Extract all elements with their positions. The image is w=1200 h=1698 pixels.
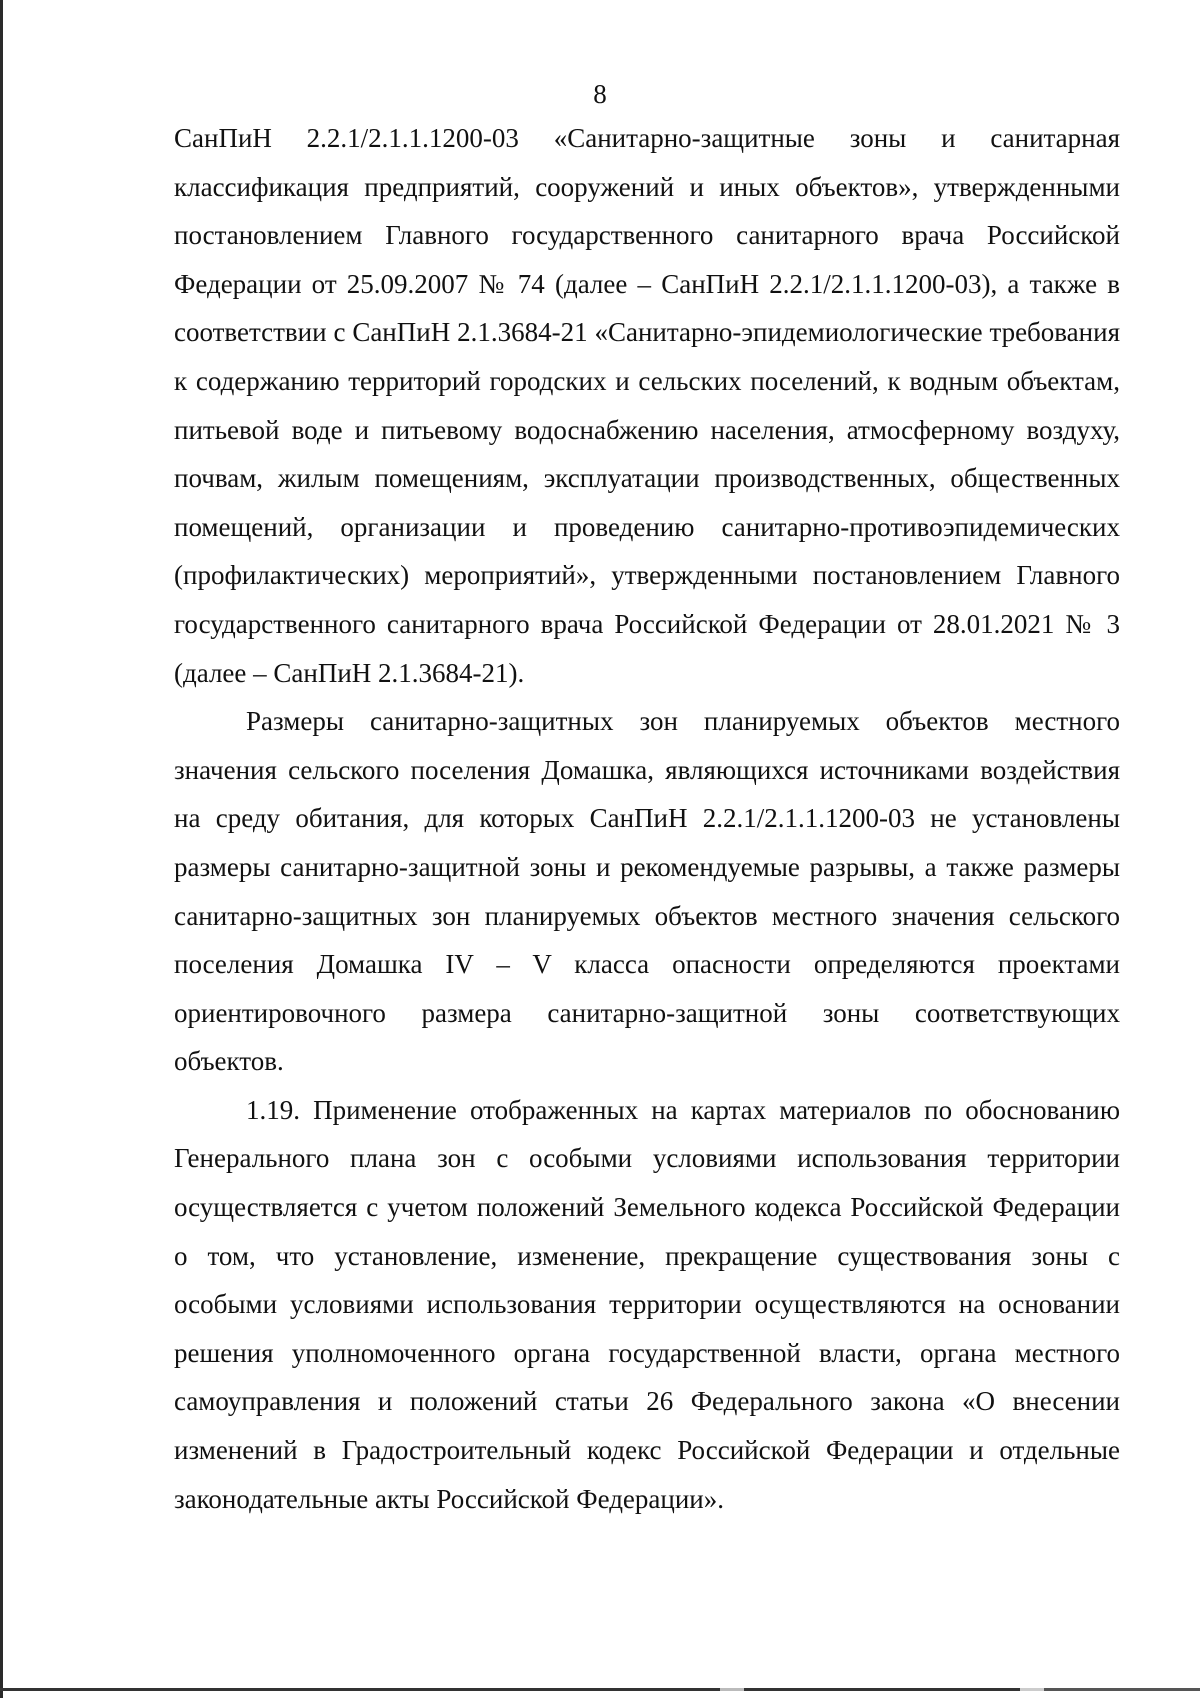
scan-bottom-border	[0, 1688, 1200, 1691]
paragraph-1-19: 1.19. Применение отображенных на картах материалов по обоснованию Генерального плана зон с особыми условиями использования территории осуществляется с учетом положений Земельного кодекса Российской Федерации о том, что установление, изменение, прекращение существования зоны с особыми условиями использования территории осуществляются на основании решения уполномоченного органа государственной власти, органа местного самоуправления и положений статьи 26 Федерального закона «О внесении изменений в Градостроительный кодекс Российской Федерации и отдельные законодательные акты Российской Федерации».	[174, 1094, 1120, 1514]
scan-left-border	[0, 0, 3, 1698]
page-number: 8	[593, 79, 607, 109]
paragraph-sanitary-zone-sizes: Размеры санитарно-защитных зон планируемых объектов местного значения сельского поселения Домашка, являющихся источниками воздействия на среду обитания, для которых СанПиН 2.2.1/2.1.1.1200-03 не установлены размеры санитарно-защитной зоны и рекомендуемые разрывы, а также размеры санитарно-защитных зон планируемых объектов местного значения сельского поселения Домашка IV – V класса опасности определяются проектами ориентировочного размера санитарно-защитной зоны соответствующих объектов.	[174, 706, 1120, 1077]
document-body	[174, 114, 1120, 1523]
paragraph-sanpin-continuation: СанПиН 2.2.1/2.1.1.1200-03 «Санитарно-защитные зоны и санитарная классификация предприятий, сооружений и иных объектов», утвержденными постановлением Главного государственного санитарного врача Российской Федерации от 25.09.2007 № 74 (далее – СанПиН 2.2.1/2.1.1.1200-03), а также в соответствии с СанПиН 2.1.3684-21 «Санитарно-эпидемиологические требования к содержанию территорий городских и сельских поселений, к водным объектам, питьевой воде и питьевому водоснабжению населения, атмосферному воздуху, почвам, жилым помещениям, эксплуатации производственных, общественных помещений, организации и проведению санитарно-противоэпидемических (профилактических) мероприятий», утвержденными постановлением Главного государственного санитарного врача Российской Федерации от 28.01.2021 № 3 (далее – СанПиН 2.1.3684-21).	[174, 123, 1120, 688]
